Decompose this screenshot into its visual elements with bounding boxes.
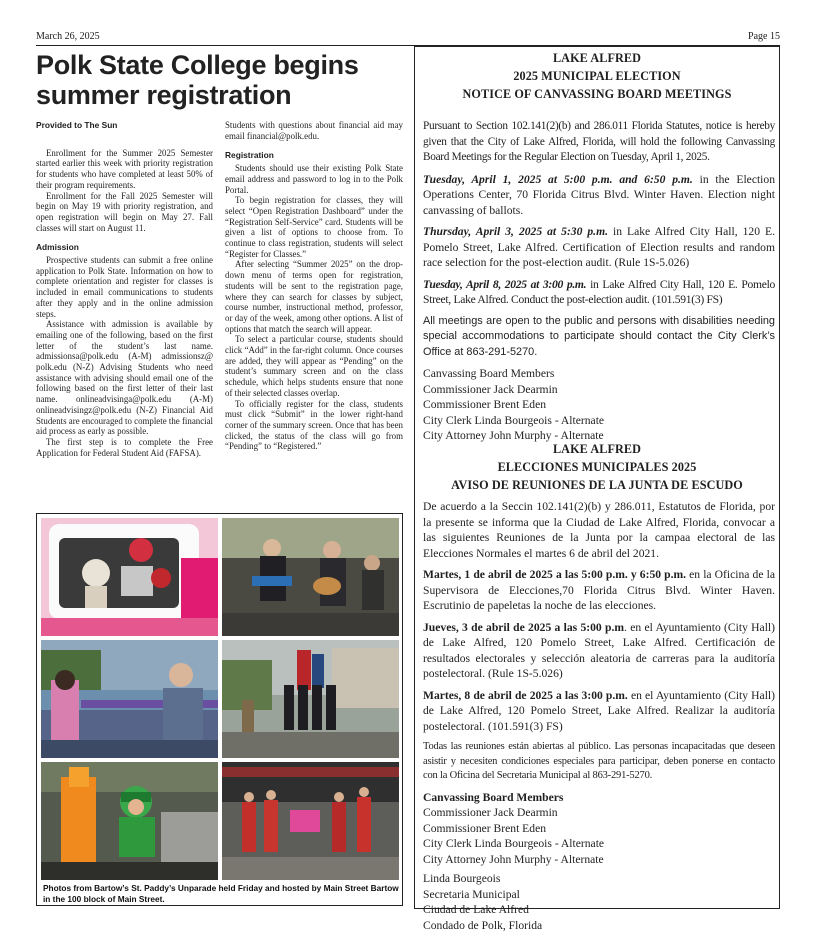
notice-es-clerk-block [423, 871, 775, 933]
article-paragraph: To begin registration for classes, they will select “Open Registration Dashboard” under the “Registration Self-Service” card. Students will be given a list of options to choose from. To continue to class registration, students will select “Register for Classes.” [225, 195, 403, 259]
notice-en-open-meetings: All meetings are open to the public and persons with disabilities needing special accommodations to participate should contact the City Clerk’s Office at 863-291-5270. [423, 314, 775, 358]
notice-en-body [423, 119, 775, 444]
notice-en-meeting-1 [423, 172, 775, 219]
article-paragraph: Students should use their existing Polk State email address and password to log in to the Polk Portal. [225, 163, 403, 195]
notice-en-meeting-3-date: Tuesday, April 8, 2025 at 3:00 p.m. [423, 277, 587, 291]
clerk-line: Secretaria Municipal [423, 887, 520, 901]
article-column-1 [36, 120, 213, 458]
page-number: Page 15 [748, 31, 780, 42]
notice-es-meeting-3 [423, 688, 775, 735]
article-paragraph: Students with questions about financial aid may email financial@polk.edu. [225, 120, 403, 141]
notice-en-title-line: NOTICE OF CANVASSING BOARD MEETINGS [462, 86, 732, 101]
photo-band-performing [222, 518, 399, 636]
notice-en-title-line: LAKE ALFRED [552, 51, 642, 65]
notice-es-meeting-3-text: en el Ayuntamiento (City Hall) de Lake Alfred, 120 Pomelo Street, Lake Alfred. Realizar la auditoría postelectoral. (101.591(3) FS) [423, 688, 775, 733]
notice-es-title-line: ELECCIONES MUNICIPALES 2025 [497, 459, 697, 474]
article-byline: Provided to The Sun [36, 120, 118, 130]
photo-parade-truck [41, 518, 218, 636]
notice-es-meeting-1 [423, 567, 775, 614]
notice-en-meeting-2 [423, 224, 775, 271]
article-paragraph: The first step is to complete the Free Application for Federal Student Aid (FAFSA). [36, 436, 213, 458]
notice-es-open-meetings: Todas las reuniones están abiertas al público. Las personas incapacitadas que deseen asistir y necesiten condiciones especiales para participar, deben ponerse en contacto con la Oficina del Secretaria Municipal al 863-291-5270. [423, 741, 775, 781]
article-paragraph: Enrollment for the Fall 2025 Semester will begin on May 19 with priority registration, and open registration will begin on May 27. Fall classes will start on August 11. [36, 190, 213, 233]
notice-es-meeting-1-date: Martes, 1 de abril de 2025 a las 5:00 p.m. y 6:50 p.m. [423, 568, 687, 581]
article-paragraph: To select a particular course, students should click “Add” in the far-right column. Once courses are added, they will appear as “Pending” on the student’s summary screen and on the class schedule, which helps students ensure that none of their selected classes overlap. [225, 334, 403, 398]
notice-es-meeting-2-text: . en el Ayuntamiento (City Hall) de Lake Alfred, 120 Pomelo Street, Lake Alfred. Certificación de resultados electorales y selección aleatoria de carreras para la auditoría postelectoral. (Rule 1S-5.026) [423, 620, 775, 680]
notice-es-meeting-1-text: en la Oficina de la Supervisora de Elecciones,70 Florida Citrus Blvd. Winter Haven. Escrutinio de papeletas la noche de las elecciones. [423, 568, 775, 612]
notice-en-board-list [423, 366, 775, 444]
board-member: Commissioner Brent Eden [423, 398, 547, 411]
article-headline: Polk State College begins summer registration [36, 50, 359, 110]
article-column-2 [225, 120, 403, 452]
article-paragraph: Enrollment for the Summer 2025 Semester started earlier this week with priority registration for students who have completed at least 50% of their program requirements. [36, 147, 213, 190]
notice-en-meeting-3-text: in Lake Alfred City Hall, 120 E. Pomelo Street, Lake Alfred. Conduct the post-election audit. (101.591(3) FS) [423, 277, 775, 306]
subhead-registration: Registration [225, 150, 274, 161]
issue-date: March 26, 2025 [36, 31, 100, 42]
notice-es-meeting-2 [423, 620, 775, 682]
clerk-line: Linda Bourgeois [423, 872, 501, 885]
article-paragraph: After selecting “Summer 2025” on the drop-down menu of terms open for registration, students will be sent to the registration page, where they can search for classes by subject, course number, instructional method, professor, or day of the week, among other options. A list of options that match the search will appear. [225, 259, 403, 334]
notice-en-meeting-1-date: Tuesday, April 1, 2025 at 5:00 p.m. and 6:50 p.m. [423, 172, 693, 186]
board-member: City Attorney John Murphy - Alternate [423, 852, 604, 866]
page-header [36, 31, 780, 45]
notice-en-meeting-1-text: in the Election Operations Center, 70 Florida Citrus Blvd. Winter Haven. Election night canvassing of ballots. [423, 172, 775, 217]
board-member: Commissioner Brent Eden [423, 821, 547, 835]
notice-es-meeting-2-date: Jueves, 3 de abril de 2025 a las 5:00 p.m [423, 620, 625, 634]
photo-color-guard [222, 640, 399, 758]
board-member: City Clerk Linda Bourgeois - Alternate [423, 837, 605, 850]
notice-es-body [423, 499, 775, 933]
article-paragraph: To officially register for the class, students must click “Submit” in the lower right-hand corner of the summary screen. Once that has been clicked, the status of the class will go from “Pending” to “Registered.” [225, 398, 403, 452]
board-member: City Attorney John Murphy - Alternate [423, 429, 604, 442]
photo-cheerleaders [222, 762, 399, 880]
clerk-line: Condado de Polk, Florida [423, 918, 543, 932]
notice-es-meeting-3-date: Martes, 8 de abril de 2025 a las 3:00 p.m. [423, 688, 628, 702]
photo-ribbon-cutting [41, 640, 218, 758]
board-member: Commissioner Jack Dearmin [423, 806, 558, 819]
notice-es-intro: De acuerdo a la Seccin 102.141(2)(b) y 286.011, Estatutos de Florida, por la presente se informa que la Ciudad de Lake Alfred, Florida, convocar a las siguientes Reuniones de la Junta por la campaa electoral de las Elecciones Normales el martes 6 de abril del 2021. [423, 500, 775, 560]
photo-leprechaun-float [41, 762, 218, 880]
subhead-admission: Admission [36, 242, 79, 253]
board-list-title: Canvassing Board Members [423, 790, 564, 804]
clerk-line: Ciudad de Lake Alfred [423, 903, 529, 916]
notice-en-title [415, 50, 779, 103]
notice-en-title-line: 2025 MUNICIPAL ELECTION [513, 68, 681, 83]
notice-en-meeting-2-date: Thursday, April 3, 2025 at 5:30 p.m. [423, 225, 609, 238]
article-paragraph: Prospective students can submit a free online application to Polk State. Information on how to complete orientation and register for classes is included in email communications to students after they apply and in the online admission steps. [36, 255, 213, 319]
notice-es-title-line: LAKE ALFRED [552, 442, 642, 456]
notice-es-board-list [423, 790, 775, 868]
board-member: City Clerk Linda Bourgeois - Alternate [423, 413, 605, 427]
legal-notice-box [414, 46, 780, 932]
article-paragraph: Assistance with admission is available by emailing one of the following, based on the first letter of the student’s last name. admissionsa@polk.edu (A-M) admissionsz@ polk.edu (N-Z) Advising Students who need assistance with advising should email one of the following based on the first letter of their last name. onlineadvisinga@polk.edu (A-M) onlineadvisingz@polk.edu (N-Z) Financial Aid Students are encouraged to complete the financial aid process as early as possible. [36, 319, 213, 437]
notice-en-meeting-3 [423, 277, 775, 308]
notice-en-meeting-2-text: in Lake Alfred City Hall, 120 E. Pomelo Street, Lake Alfred. Certification of Election results and random race selection for the post-election audit. (Rule 1S-5.026) [423, 225, 775, 269]
notice-es-title [415, 441, 779, 494]
board-member: Commissioner Jack Dearmin [423, 382, 558, 396]
notice-en-intro: Pursuant to Section 102.141(2)(b) and 286.011 Florida Statutes, notice is hereby given that the City of Lake Alfred, Florida, will hold the following Canvassing Board Meetings for the Regular Election on Tuesday, April 1, 2025. [423, 120, 775, 163]
board-member: Canvassing Board Members [423, 367, 555, 380]
photo-caption: Photos from Bartow’s St. Paddy’s Unparade held Friday and hosted by Main Street Bartow in the 100 block of Main Street. [43, 883, 399, 904]
notice-es-title-line: AVISO DE REUNIONES DE LA JUNTA DE ESCUDO [451, 477, 743, 492]
photo-collage [36, 513, 403, 906]
